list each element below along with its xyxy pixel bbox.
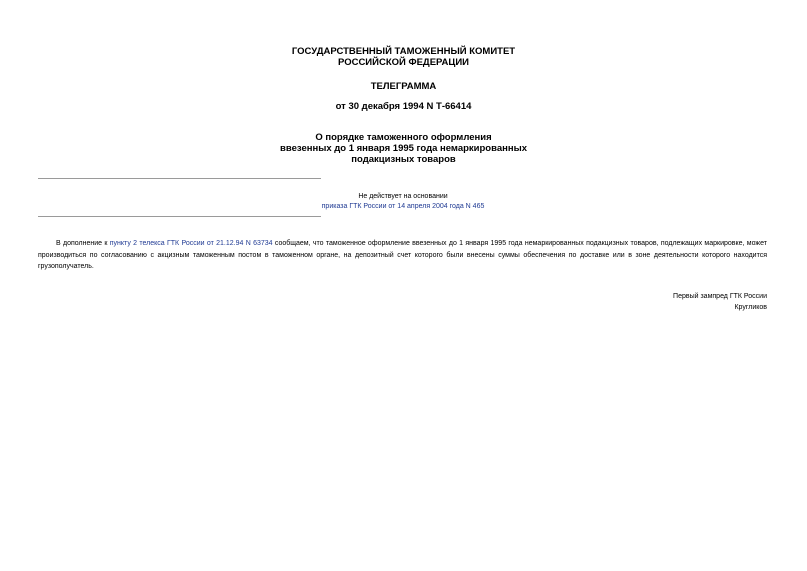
document-date-number: от 30 декабря 1994 N Т-66414 bbox=[335, 101, 472, 112]
body-text-after-link: сообщаем, что таможенное оформление ввезенных до 1 января 1995 года немаркированных подакцизных товаров, подлежащих маркировке, может производиться по согласованию с акцизным таможенным постом в таможенном органе, на депозитный счет которого были внесены суммы обеспечения по доставке или в зоне деятельности которого находится грузополучатель. bbox=[38, 240, 767, 270]
document-subject bbox=[0, 132, 807, 165]
body-text-before-link: В дополнение к bbox=[56, 240, 110, 247]
document-type: ТЕЛЕГРАММА bbox=[370, 81, 437, 92]
issuing-organization bbox=[0, 46, 807, 68]
signatory-position: Первый зампред ГТК России bbox=[673, 293, 767, 300]
telex-reference-link[interactable]: пункту 2 телекса ГТК России от 21.12.94 N 63734 bbox=[109, 240, 273, 247]
body-paragraph bbox=[38, 238, 767, 273]
subject-line-3: подакцизных товаров bbox=[351, 154, 456, 165]
subject-line-2: ввезенных до 1 января 1995 года немаркированных bbox=[280, 143, 527, 154]
org-name-line-2: РОССИЙСКОЙ ФЕДЕРАЦИИ bbox=[337, 57, 469, 68]
document-body bbox=[38, 238, 767, 273]
repeal-order-link[interactable]: приказа ГТК России от 14 апреля 2004 года N 465 bbox=[321, 203, 485, 210]
org-name-line-1: ГОСУДАРСТВЕННЫЙ ТАМОЖЕННЫЙ КОМИТЕТ bbox=[291, 46, 516, 57]
status-link-container bbox=[250, 201, 556, 212]
status-divider-top bbox=[38, 178, 321, 179]
status-note: Не действует на основании bbox=[358, 193, 448, 200]
signatory-name: Кругликов bbox=[734, 304, 767, 311]
subject-line-1: О порядке таможенного оформления bbox=[315, 132, 492, 143]
status-divider-bottom bbox=[38, 216, 321, 217]
